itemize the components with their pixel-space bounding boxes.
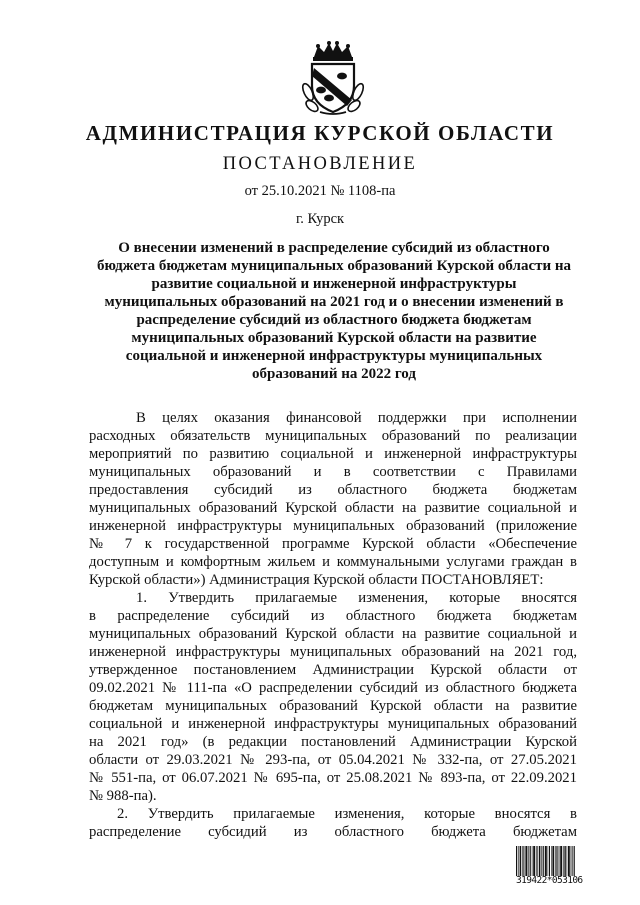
body-line: 09.02.2021 № 111-па «О распределении субсидий из областного бюджета [89,680,577,696]
body-line: № 7 к государственной программе Курской области «Обеспечение [89,536,577,552]
heading-line: муниципальных образований на 2021 год и о внесении изменений в [104,294,564,310]
barcode-number: 319422*053106 [516,875,583,886]
barcode [516,846,576,876]
body-line: № 551-па, от 06.07.2021 № 695-па, от 25.08.2021 № 893-па, от 22.09.2021 [89,770,577,786]
heading-line: бюджета бюджетам муниципальных образований Курской области на [96,258,572,274]
body-line: на 2021 год» (в редакции постановлений Администрации Курской [89,734,577,750]
body-line: инженерной инфраструктуры муниципальных образований (приложение [89,518,577,534]
body-line: предоставления субсидий из областного бюджета бюджетам [89,482,577,498]
body-line: В целях оказания финансовой поддержки при исполнении [136,410,577,426]
body-line: расходных обязательств муниципальных образований по реализации [89,428,577,444]
body-line: муниципальных образований Курской области на развитие социальной и [89,626,577,642]
body-line: Курской области») Администрация Курской области ПОСТАНОВЛЯЕТ: [89,572,544,588]
heading-line: образований на 2022 год [252,366,416,382]
body-line: в распределение субсидий из областного бюджета бюджетам [89,608,577,624]
body-line: мероприятий по развитию социальной и инженерной инфраструктуры [89,446,577,462]
body-line: бюджетам муниципальных образований Курской области на развитие [89,698,577,714]
body-line: распределение субсидий из областного бюджета бюджетам [89,824,577,840]
heading-line: социальной и инженерной инфраструктуры муниципальных [125,348,543,364]
body-line: утвержденное постановлением Администрации Курской области от [89,662,577,678]
body-line: муниципальных образований Курской области на развитие социальной и [89,500,577,516]
body-line: социальной и инженерной инфраструктуры муниципальных образований [89,716,577,732]
body-line: инженерной инфраструктуры муниципальных образований на 2021 год, [89,644,577,660]
document-date-number: от 25.10.2021 № 1108-па [244,183,396,199]
body-line: 2. Утвердить прилагаемые изменения, которые вносятся в [117,806,577,822]
body-line: области от 29.03.2021 № 293-па, от 05.04.2021 № 332-па, от 27.05.2021 [89,752,577,768]
body-line: 1. Утвердить прилагаемые изменения, которые вносятся [136,590,577,606]
body-line: № 988-па). [89,788,157,804]
document-type: ПОСТАНОВЛЕНИЕ [222,154,418,174]
organization-title: АДМИНИСТРАЦИЯ КУРСКОЙ ОБЛАСТИ [85,121,555,145]
heading-line: развитие социальной и инженерной инфраструктуры [151,276,517,292]
heading-line: О внесении изменений в распределение субсидий из областного [118,240,550,256]
body-line: муниципальных образований и в соответствии с Правилами [89,464,577,480]
heading-line: муниципальных образований Курской области на развитие [131,330,537,346]
heading-line: распределение субсидий из областного бюджета бюджетам [136,312,532,328]
document-city: г. Курск [295,211,345,227]
body-line: доступным и комфортным жильем и коммунальными услугами граждан в [89,554,577,570]
coat-of-arms-emblem [300,40,366,116]
